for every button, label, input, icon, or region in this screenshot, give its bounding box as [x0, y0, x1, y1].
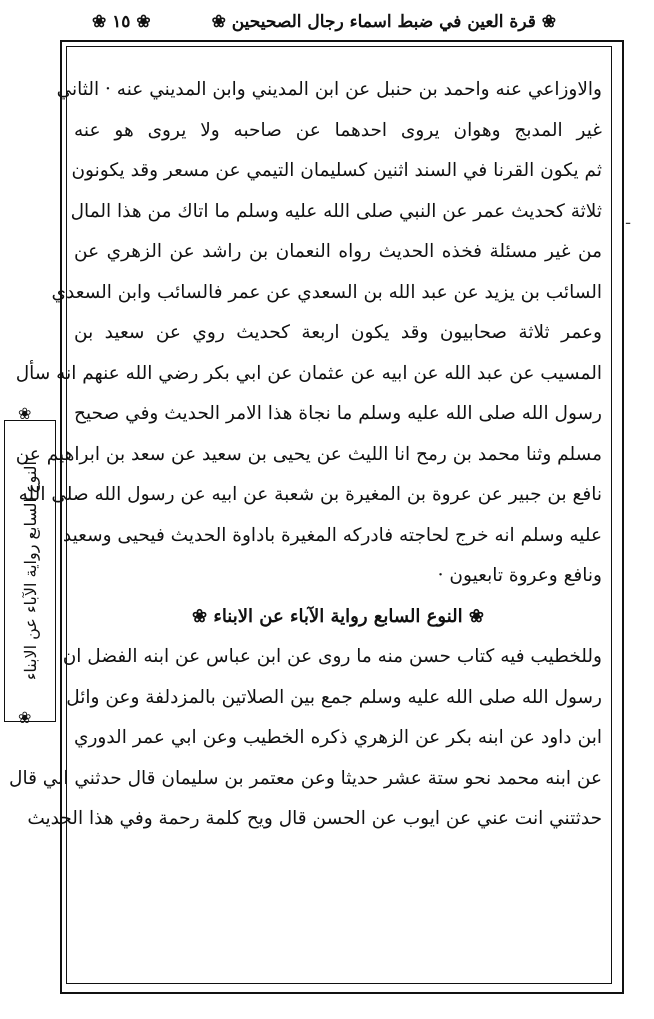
page-number: ❀ ١٥ ❀ [92, 12, 151, 32]
text-line: وللخطيب فيه كتاب حسن منه ما روى عن ابن عباس عن ابنه الفضل ان [62, 646, 602, 667]
body-text [9, 70, 602, 840]
text-line: ثم يكون القرنا في السند اثنين كسليمان التيمي عن مسعر وقد يكونون [71, 160, 602, 181]
text-line: رسول الله صلى الله عليه وسلم جمع بين الصلاتين بالمزدلفة وعن وائل [66, 686, 602, 708]
margin-note-text: النوع السابع رواية الآباء عن الابناء [20, 461, 40, 681]
text-line: المسيب عن عبد الله عن ابيه عن عثمان عن ابي بكر رضي الله عنهم انه سأل [15, 362, 602, 384]
margin-note [4, 420, 56, 722]
text-line: والاوزاعي عنه واحمد بن حنبل عن ابن المديني وابن المديني عنه · الثاني [56, 79, 602, 100]
side-mark: ـ [626, 212, 631, 228]
text-line: ونافع وعروة تابعيون · [437, 565, 602, 586]
text-line: غير المدبج وهوان يروى احدهما عن صاحبه ولا يروى هو عنه [74, 119, 602, 141]
page-header [92, 8, 556, 36]
text-line: من غير مسئلة فخذه الحديث رواه النعمان بن راشد عن الزهري عن [74, 241, 602, 262]
margin-ornament-icon: ❀ [18, 708, 32, 727]
text-line: السائب بن يزيد عن عبد الله بن السعدي عن عمر فالسائب وابن السعدي [51, 281, 602, 303]
text-line: ثلاثة كحديث عمر عن النبي صلى الله عليه وسلم ما اتاك من هذا المال [70, 200, 602, 222]
running-title: ❀ قرة العين في ضبط اسماء رجال الصحيحين ❀ [211, 12, 556, 32]
text-line: عليه وسلم انه خرج لحاجته فادركه المغيرة باداوة الحديث فيحيى وسعيد [62, 524, 602, 546]
margin-ornament-icon: ❀ [18, 404, 32, 423]
text-line: وعمر ثلاثة صحابيون وقد يكون اربعة كحديث روي عن سعيد بن [74, 322, 602, 343]
text-line: نافع بن جبير عن عروة بن المغيرة بن شعبة عن ابيه عن رسول الله صلى الله [18, 484, 602, 505]
text-line: ابن داود عن ابنه بكر عن الزهري ذكره الخطيب وعن ابي عمر الدوري [74, 727, 602, 748]
text-line: حدثتني انت عني عن ايوب عن الحسن قال ويح كلمة رحمة وفي هذا الحديث [27, 808, 602, 829]
section-heading: ❀ النوع السابع رواية الآباء عن الابناء ❀ [192, 605, 484, 627]
text-line: مسلم وثنا محمد بن رمح انا الليث عن يحيى بن سعيد عن سعد بن ابراهيم عن [15, 443, 602, 465]
text-line: عن ابنه محمد نحو ستة عشر حديثا وعن معتمر بن سليمان قال حدثني ابي قال [9, 767, 602, 789]
text-line: رسول الله صلى الله عليه وسلم ما نجاة هذا الامر الحديث وفي صحيح [74, 403, 602, 424]
